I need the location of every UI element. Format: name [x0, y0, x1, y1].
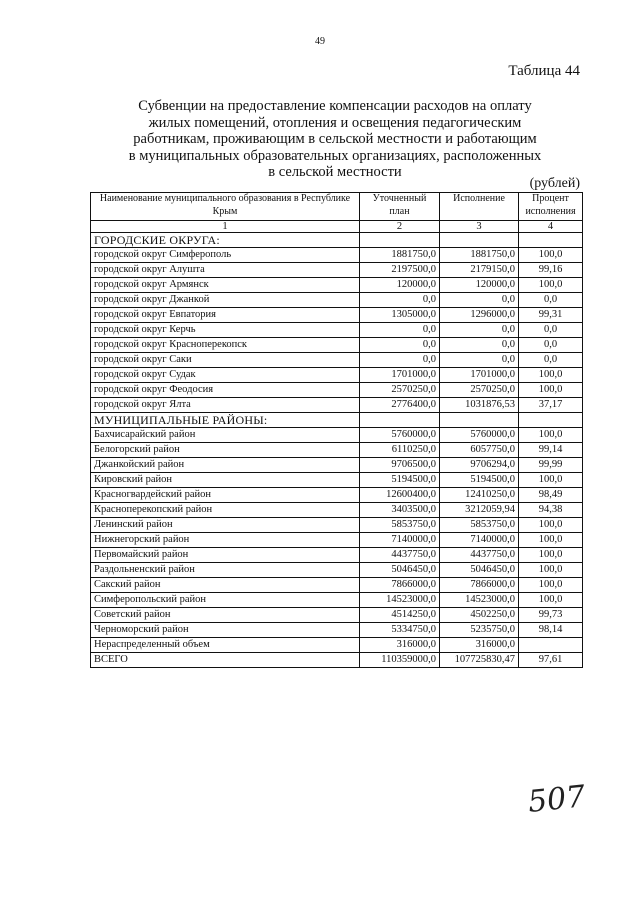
table-row	[91, 563, 583, 578]
table-header-row	[91, 193, 583, 221]
percent-cell: 100,0	[519, 278, 583, 293]
municipality-cell: Красноперекопский район	[91, 503, 360, 518]
plan-cell: 5853750,0	[360, 518, 440, 533]
header-plan: Уточненный план	[360, 193, 440, 221]
column-number-row	[91, 221, 583, 233]
plan-cell: 5334750,0	[360, 623, 440, 638]
percent-cell	[519, 638, 583, 653]
percent-cell	[519, 233, 583, 248]
percent-cell: 100,0	[519, 593, 583, 608]
plan-cell: 5760000,0	[360, 428, 440, 443]
execution-cell: 1296000,0	[440, 308, 519, 323]
municipality-cell: городской округ Ялта	[91, 398, 360, 413]
title-line: в сельской местности	[268, 164, 402, 180]
plan-cell: 0,0	[360, 323, 440, 338]
column-number: 2	[360, 221, 440, 233]
plan-cell: 2776400,0	[360, 398, 440, 413]
unit-label: (рублей)	[529, 176, 580, 191]
execution-cell: 0,0	[440, 338, 519, 353]
execution-cell: 1031876,53	[440, 398, 519, 413]
execution-cell: 4437750,0	[440, 548, 519, 563]
municipality-cell: Бахчисарайский район	[91, 428, 360, 443]
table-row	[91, 503, 583, 518]
execution-cell: 9706294,0	[440, 458, 519, 473]
percent-cell: 100,0	[519, 563, 583, 578]
percent-cell: 0,0	[519, 338, 583, 353]
page-number: 49	[315, 36, 325, 47]
percent-cell: 100,0	[519, 533, 583, 548]
percent-cell: 100,0	[519, 548, 583, 563]
table-row	[91, 593, 583, 608]
municipality-cell: городской округ Красноперекопск	[91, 338, 360, 353]
plan-cell: 110359000,0	[360, 653, 440, 668]
header-municipality: Наименование муниципального образования в Республике Крым	[91, 193, 360, 221]
table-row	[91, 578, 583, 593]
execution-cell	[440, 413, 519, 428]
municipality-cell: Белогорский район	[91, 443, 360, 458]
table-body	[91, 221, 583, 668]
municipality-cell: Красногвардейский район	[91, 488, 360, 503]
execution-cell	[440, 233, 519, 248]
plan-cell: 9706500,0	[360, 458, 440, 473]
plan-cell: 120000,0	[360, 278, 440, 293]
table-row	[91, 608, 583, 623]
municipality-cell: городской округ Керчь	[91, 323, 360, 338]
municipality-cell: городской округ Феодосия	[91, 383, 360, 398]
plan-cell: 1701000,0	[360, 368, 440, 383]
percent-cell: 0,0	[519, 323, 583, 338]
percent-cell: 100,0	[519, 428, 583, 443]
section-header-row	[91, 233, 583, 248]
column-number: 4	[519, 221, 583, 233]
execution-cell: 7866000,0	[440, 578, 519, 593]
execution-cell: 0,0	[440, 323, 519, 338]
table-row	[91, 293, 583, 308]
plan-cell: 1305000,0	[360, 308, 440, 323]
table-row	[91, 428, 583, 443]
table-row	[91, 383, 583, 398]
execution-cell: 0,0	[440, 293, 519, 308]
execution-cell: 107725830,47	[440, 653, 519, 668]
subventions-table	[90, 192, 583, 668]
percent-cell: 0,0	[519, 353, 583, 368]
table-row	[91, 308, 583, 323]
table-row	[91, 323, 583, 338]
plan-cell: 6110250,0	[360, 443, 440, 458]
municipality-cell: Нижнегорский район	[91, 533, 360, 548]
plan-cell: 0,0	[360, 353, 440, 368]
municipality-cell: городской округ Алушта	[91, 263, 360, 278]
percent-cell: 100,0	[519, 473, 583, 488]
plan-cell: 5194500,0	[360, 473, 440, 488]
table-row	[91, 248, 583, 263]
plan-cell: 2197500,0	[360, 263, 440, 278]
municipality-cell: городской округ Армянск	[91, 278, 360, 293]
table-row	[91, 638, 583, 653]
percent-cell: 100,0	[519, 383, 583, 398]
municipality-cell: городской округ Джанкой	[91, 293, 360, 308]
percent-cell: 99,99	[519, 458, 583, 473]
execution-cell: 5760000,0	[440, 428, 519, 443]
execution-cell: 7140000,0	[440, 533, 519, 548]
municipality-cell: городской округ Симферополь	[91, 248, 360, 263]
execution-cell: 0,0	[440, 353, 519, 368]
plan-cell: 7140000,0	[360, 533, 440, 548]
percent-cell: 100,0	[519, 518, 583, 533]
table-label: Таблица 44	[508, 63, 580, 79]
header-execution: Исполнение	[440, 193, 519, 221]
municipality-cell: МУНИЦИПАЛЬНЫЕ РАЙОНЫ:	[91, 413, 360, 428]
section-header-row	[91, 413, 583, 428]
plan-cell: 4514250,0	[360, 608, 440, 623]
municipality-cell: Нераспределенный объем	[91, 638, 360, 653]
percent-cell: 100,0	[519, 248, 583, 263]
plan-cell: 4437750,0	[360, 548, 440, 563]
table-row	[91, 338, 583, 353]
plan-cell: 1881750,0	[360, 248, 440, 263]
percent-cell: 99,31	[519, 308, 583, 323]
municipality-cell: Симферопольский район	[91, 593, 360, 608]
municipality-cell: городской округ Саки	[91, 353, 360, 368]
table-row	[91, 488, 583, 503]
execution-cell: 2179150,0	[440, 263, 519, 278]
execution-cell: 12410250,0	[440, 488, 519, 503]
plan-cell: 14523000,0	[360, 593, 440, 608]
municipality-cell: Ленинский район	[91, 518, 360, 533]
table-row	[91, 353, 583, 368]
plan-cell: 5046450,0	[360, 563, 440, 578]
municipality-cell: Раздольненский район	[91, 563, 360, 578]
municipality-cell: Черноморский район	[91, 623, 360, 638]
percent-cell: 100,0	[519, 578, 583, 593]
execution-cell: 5235750,0	[440, 623, 519, 638]
execution-cell: 14523000,0	[440, 593, 519, 608]
plan-cell: 0,0	[360, 338, 440, 353]
percent-cell: 100,0	[519, 368, 583, 383]
plan-cell: 2570250,0	[360, 383, 440, 398]
execution-cell: 6057750,0	[440, 443, 519, 458]
municipality-cell: Джанкойский район	[91, 458, 360, 473]
percent-cell: 99,14	[519, 443, 583, 458]
table-row	[91, 368, 583, 383]
handwritten-signature: 507	[526, 779, 587, 820]
table-row	[91, 533, 583, 548]
table-row	[91, 548, 583, 563]
percent-cell: 97,61	[519, 653, 583, 668]
municipality-cell: Сакский район	[91, 578, 360, 593]
plan-cell: 0,0	[360, 293, 440, 308]
execution-cell: 1881750,0	[440, 248, 519, 263]
plan-cell: 7866000,0	[360, 578, 440, 593]
header-percent: Процент исполнения	[519, 193, 583, 221]
execution-cell: 2570250,0	[440, 383, 519, 398]
execution-cell: 5853750,0	[440, 518, 519, 533]
plan-cell: 316000,0	[360, 638, 440, 653]
execution-cell: 1701000,0	[440, 368, 519, 383]
percent-cell: 37,17	[519, 398, 583, 413]
document-title	[95, 98, 575, 181]
percent-cell: 98,14	[519, 623, 583, 638]
title-line: в муниципальных образовательных организациях, расположенных	[128, 147, 542, 164]
table-row	[91, 653, 583, 668]
execution-cell: 3212059,94	[440, 503, 519, 518]
execution-cell: 5194500,0	[440, 473, 519, 488]
title-line: работникам, проживающим в сельской местности и работающим	[133, 131, 537, 147]
execution-cell: 316000,0	[440, 638, 519, 653]
column-number: 3	[440, 221, 519, 233]
table-row	[91, 623, 583, 638]
municipality-cell: городской округ Евпатория	[91, 308, 360, 323]
municipality-cell: Советский район	[91, 608, 360, 623]
execution-cell: 5046450,0	[440, 563, 519, 578]
table-row	[91, 443, 583, 458]
execution-cell: 120000,0	[440, 278, 519, 293]
percent-cell: 94,38	[519, 503, 583, 518]
title-line: жилых помещений, отопления и освещения педагогическим	[148, 114, 522, 131]
table-row	[91, 458, 583, 473]
percent-cell: 0,0	[519, 293, 583, 308]
table-row	[91, 263, 583, 278]
municipality-cell: Первомайский район	[91, 548, 360, 563]
percent-cell	[519, 413, 583, 428]
table-row	[91, 518, 583, 533]
plan-cell: 3403500,0	[360, 503, 440, 518]
percent-cell: 99,73	[519, 608, 583, 623]
municipality-cell: Кировский район	[91, 473, 360, 488]
percent-cell: 99,16	[519, 263, 583, 278]
title-line: Субвенции на предоставление компенсации расходов на оплату	[138, 98, 532, 114]
municipality-cell: ГОРОДСКИЕ ОКРУГА:	[91, 233, 360, 248]
table-row	[91, 278, 583, 293]
column-number: 1	[91, 221, 360, 233]
table-row	[91, 473, 583, 488]
percent-cell: 98,49	[519, 488, 583, 503]
execution-cell: 4502250,0	[440, 608, 519, 623]
plan-cell	[360, 413, 440, 428]
table-row	[91, 398, 583, 413]
plan-cell	[360, 233, 440, 248]
municipality-cell: городской округ Судак	[91, 368, 360, 383]
plan-cell: 12600400,0	[360, 488, 440, 503]
municipality-cell: ВСЕГО	[91, 653, 360, 668]
